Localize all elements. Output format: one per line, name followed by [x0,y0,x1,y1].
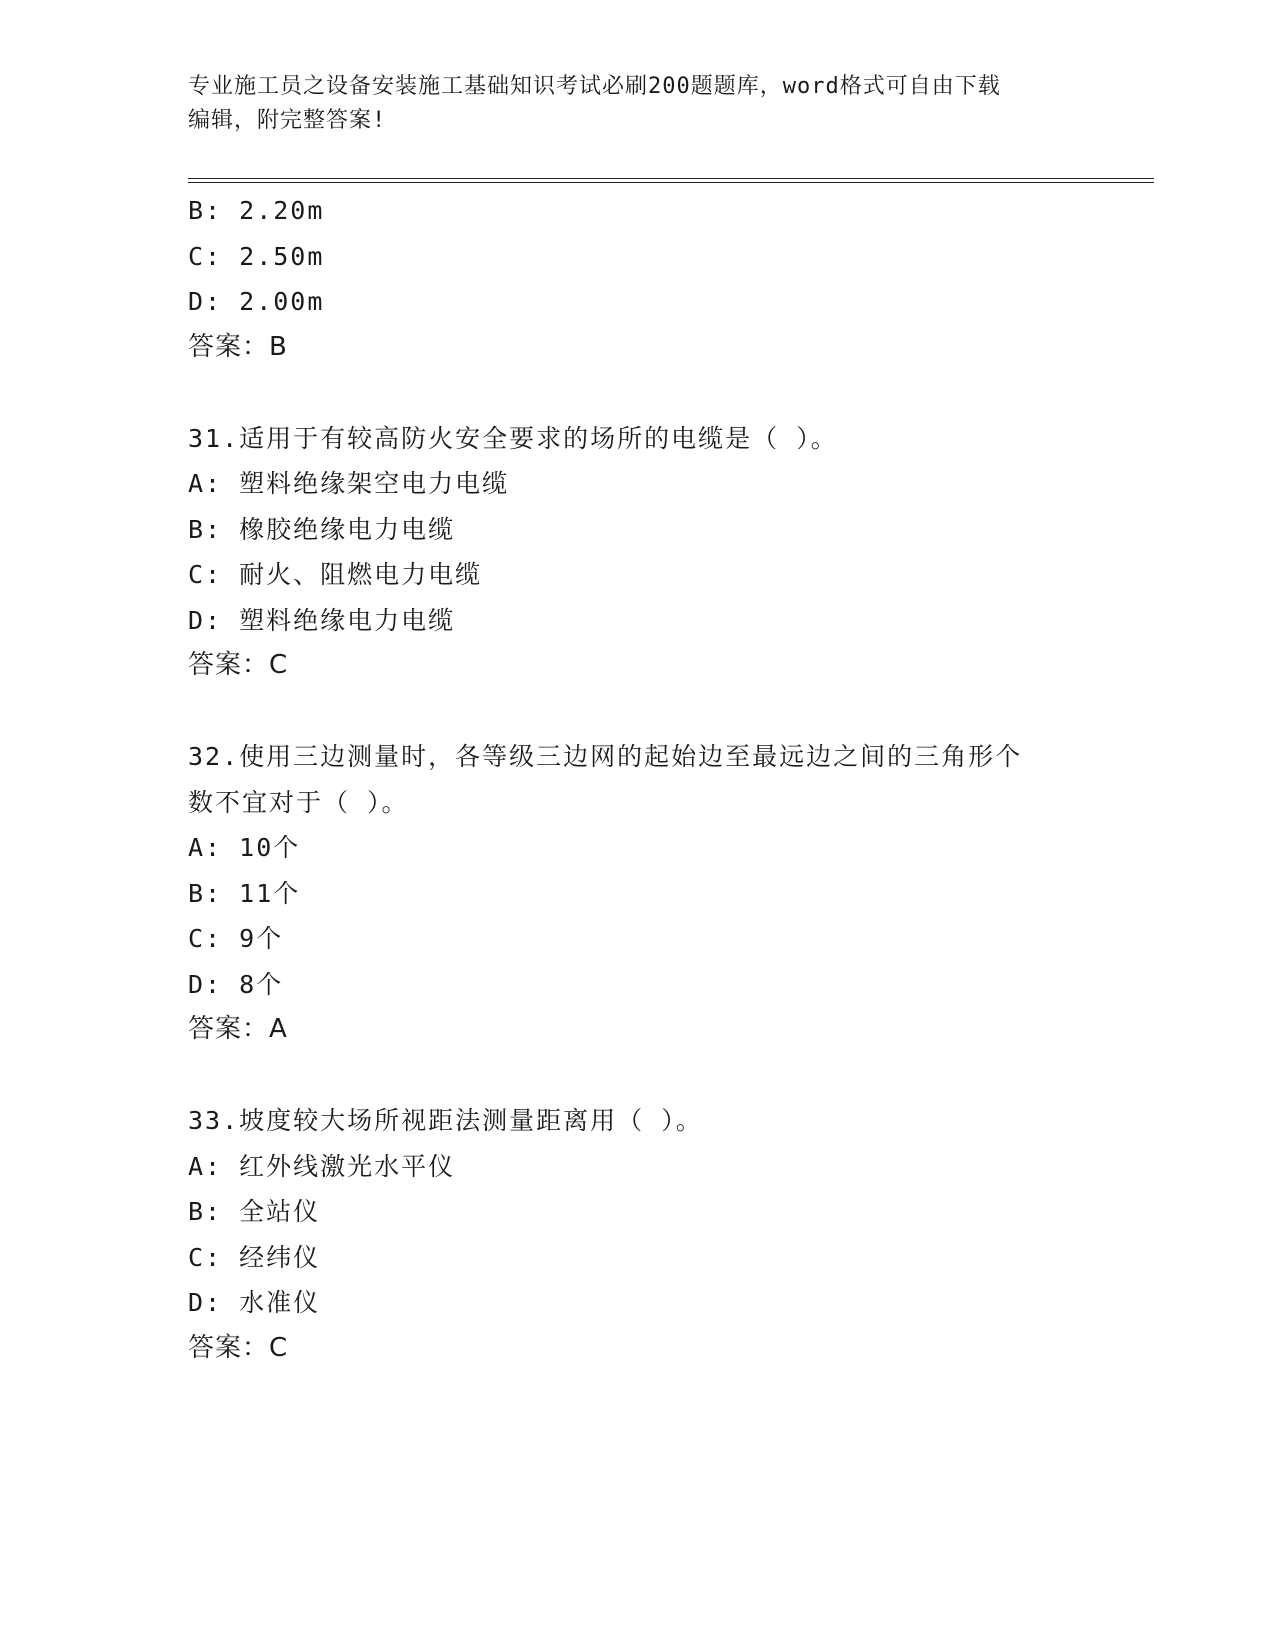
answer-line: 答案：A [188,1014,288,1044]
answer-line: 答案：B [188,331,288,362]
option-d: D: 水准仪 [188,1288,321,1317]
option-c: C: 2.50m [188,241,325,271]
question-stem: 32.使用三边测量时，各等级三边网的起始边至最远边之间的三角形个 [188,742,1023,771]
option-a: A: 10个 [188,833,301,862]
question-stem-continued: 数不宜对于（ ）。 [188,787,409,817]
option-d: D: 8个 [188,969,284,999]
answer-line: 答案：C [188,1332,289,1363]
document-body [188,188,1088,1371]
question-stem: 31.适用于有较高防火安全要求的场所的电缆是（ ）。 [188,423,838,453]
spacer [188,370,1088,416]
option-b: B: 2.20m [188,196,325,225]
document-header [188,70,1088,138]
answer-line: 答案：C [188,650,289,680]
spacer [188,1053,1088,1099]
option-d: D: 塑料绝缘电力电缆 [188,605,456,635]
question-31 [188,416,1088,689]
spacer [188,689,1088,735]
header-divider [188,178,1154,183]
header-title-line-1: 专业施工员之设备安装施工基础知识考试必刷200题题库，word格式可自由下载 [188,74,1001,99]
option-a: A: 塑料绝缘架空电力电缆 [188,469,510,498]
question-stem: 33.坡度较大场所视距法测量距离用（ ）。 [188,1106,703,1135]
question-32 [188,734,1088,1053]
question-30-tail [188,188,1088,370]
option-c: C: 9个 [188,924,284,953]
option-c: C: 耐火、阻燃电力电缆 [188,560,483,589]
option-b: B: 11个 [188,878,301,908]
option-a: A: 红外线激光水平仪 [188,1151,456,1181]
option-c: C: 经纬仪 [188,1242,321,1272]
question-33 [188,1098,1088,1371]
option-b: B: 橡胶绝缘电力电缆 [188,514,456,544]
header-title-line-2: 编辑，附完整答案! [188,108,387,133]
option-b: B: 全站仪 [188,1197,321,1226]
option-d: D: 2.00m [188,287,325,316]
